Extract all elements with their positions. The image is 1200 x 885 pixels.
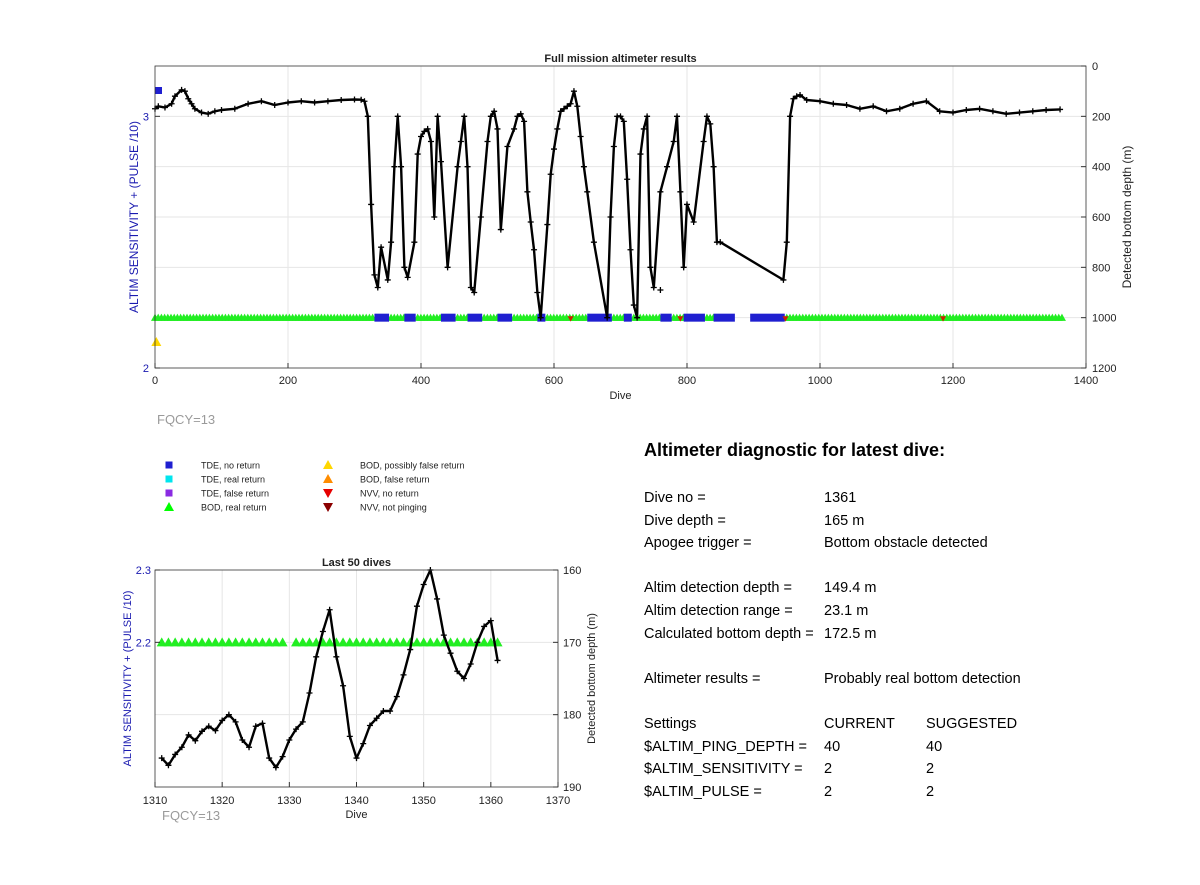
legend-marker: [164, 502, 174, 511]
spacer: [644, 555, 1164, 578]
detect-range-value: 23.1 m: [824, 602, 869, 619]
tde-marker: [468, 314, 483, 322]
legend-label: NVV, no return: [360, 488, 419, 499]
y-right-tick-label: 160: [563, 565, 582, 577]
x-tick-label: 1360: [478, 795, 504, 807]
calc-depth-value: 172.5 m: [824, 625, 877, 642]
legend-label: NVV, not pinging: [360, 502, 427, 513]
legend-label: TDE, real return: [201, 474, 266, 485]
fqcy-annotation-last50: FQCY=13: [162, 808, 221, 823]
x-tick-label: 1310: [142, 795, 168, 807]
x-tick-label: 1370: [545, 795, 571, 807]
y-right-tick-label: 200: [1092, 111, 1111, 124]
x-tick-label: 1350: [411, 795, 436, 807]
diagnostic-title: Altimeter diagnostic for latest dive:: [644, 440, 946, 460]
legend-label: TDE, false return: [201, 488, 270, 499]
y-left-axis-label-last50: ALTIM SENSITIVITY + (PULSE /10): [122, 590, 134, 767]
y-left-tick-label: 3: [142, 111, 149, 124]
x-tick-label: 1200: [940, 375, 966, 387]
y-right-tick-label: 800: [1092, 262, 1111, 275]
legend-label: BOD, possibly false return: [360, 460, 465, 471]
results-row: [644, 668, 1164, 691]
setting-name: $ALTIM_PULSE =: [644, 783, 762, 800]
apogee-label: Apogee trigger =: [644, 535, 752, 552]
tde-marker: [714, 314, 735, 322]
tde-marker: [441, 314, 456, 322]
tde-marker: [404, 314, 415, 322]
chart-title-full: Full mission altimeter results: [544, 53, 697, 65]
x-tick-label: 0: [151, 375, 159, 387]
results-label: Altimeter results =: [644, 670, 761, 687]
apogee-value: Bottom obstacle detected: [824, 535, 988, 552]
legend-marker: [323, 460, 333, 469]
diagnostic-panel: [644, 440, 1164, 803]
detect-range-label: Altim detection range =: [644, 602, 793, 619]
legend-label: BOD, false return: [360, 474, 430, 485]
detect-depth-row: [644, 577, 1164, 600]
x-axis-label-full: Dive: [609, 390, 632, 402]
apogee-row: [644, 532, 1164, 555]
detect-range-row: [644, 600, 1164, 623]
setting-row-pulse: [644, 781, 1164, 804]
x-tick-label: 400: [411, 375, 431, 387]
setting-name: $ALTIM_SENSITIVITY =: [644, 761, 803, 778]
x-tick-label: 1400: [1073, 375, 1099, 387]
x-tick-label: 600: [544, 375, 564, 387]
fqcy-annotation-full: FQCY=13: [157, 412, 216, 427]
tde-marker: [750, 314, 785, 322]
tde-marker: [660, 314, 671, 322]
calc-depth-label: Calculated bottom depth =: [644, 625, 814, 642]
x-tick-label: 1000: [807, 375, 833, 387]
legend-label: BOD, real return: [201, 502, 267, 513]
setting-current: 2: [824, 783, 833, 800]
x-tick-label: 1330: [277, 795, 302, 807]
dive-no-row: [644, 487, 1164, 510]
setting-current: 40: [824, 738, 841, 755]
x-tick-label: 1320: [209, 795, 235, 807]
y-right-tick-label: 400: [1092, 161, 1111, 174]
legend-marker: [323, 503, 333, 512]
chart-title-last50: Last 50 dives: [321, 557, 392, 569]
dive-no-value: 1361: [824, 490, 857, 506]
y-right-tick-label: 170: [563, 637, 582, 650]
detect-depth-label: Altim detection depth =: [644, 580, 792, 597]
setting-suggested: 2: [926, 761, 935, 778]
spacer: [644, 690, 1164, 713]
spacer: [644, 645, 1164, 668]
tde-marker: [374, 314, 389, 322]
y-right-tick-label: 600: [1092, 212, 1111, 224]
y-right-tick-label: 190: [563, 782, 582, 794]
tde-marker: [684, 314, 705, 322]
dive-depth-label: Dive depth =: [644, 512, 726, 529]
y-left-axis-label-full: ALTIM SENSITIVITY + (PULSE /10): [127, 121, 141, 313]
dive-no-label: Dive no =: [644, 490, 706, 506]
y-right-tick-label: 0: [1092, 61, 1099, 73]
calc-depth-row: [644, 623, 1164, 646]
y-left-tick-label: 2: [142, 363, 149, 375]
settings-header: Settings: [644, 715, 697, 732]
tde-marker: [155, 87, 162, 94]
dive-depth-value: 165 m: [824, 512, 865, 529]
y-right-axis-label-last50: Detected bottom depth (m): [586, 613, 598, 744]
x-tick-label: 800: [677, 375, 697, 387]
current-header: CURRENT: [824, 715, 895, 732]
y-left-tick-label: 2.3: [135, 565, 151, 577]
suggested-header: SUGGESTED: [926, 715, 1018, 732]
y-right-tick-label: 1000: [1092, 312, 1117, 325]
y-right-tick-label: 180: [563, 709, 582, 722]
legend-marker: [323, 474, 333, 483]
tde-marker: [624, 314, 632, 322]
legend-label: TDE, no return: [201, 460, 261, 471]
setting-suggested: 40: [926, 738, 943, 755]
y-right-axis-label-full: Detected bottom depth (m): [1120, 145, 1134, 289]
results-value: Probably real bottom detection: [824, 670, 1021, 687]
y-left-tick-label: 2.2: [135, 637, 151, 650]
tde-marker: [497, 314, 512, 322]
x-tick-label: 200: [278, 375, 298, 387]
setting-row-sensitivity: [644, 758, 1164, 781]
dive-depth-row: [644, 510, 1164, 533]
detect-depth-value: 149.4 m: [824, 580, 877, 597]
x-axis-label-last50: Dive: [345, 809, 368, 821]
setting-suggested: 2: [926, 783, 935, 800]
setting-name: $ALTIM_PING_DEPTH =: [644, 738, 807, 755]
legend-marker: [323, 489, 333, 498]
legend-marker: [166, 476, 173, 483]
settings-header-row: [644, 713, 1164, 736]
setting-row-ping-depth: [644, 736, 1164, 759]
setting-current: 2: [824, 761, 833, 778]
y-right-tick-label: 1200: [1092, 363, 1117, 375]
legend-marker: [166, 462, 173, 469]
legend-marker: [166, 490, 173, 497]
x-tick-label: 1340: [344, 795, 369, 807]
